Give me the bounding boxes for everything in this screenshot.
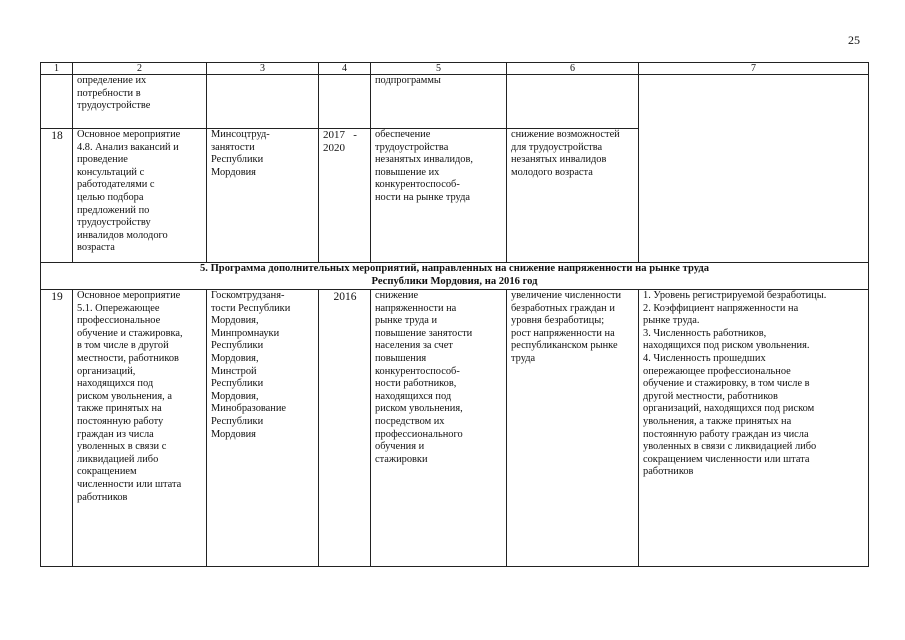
- section-heading: 5. Программа дополнительных мероприятий, направленных на снижение напряженности на рынке труда Республики Мордовия, на 2016 год: [41, 263, 869, 290]
- section-heading-row: [41, 263, 869, 290]
- indicators-cell: 1. Уровень регистрируемой безработицы. 2. Коэффициент напряженности на рынке труда. 3. Численность работников, находящихся под риском увольнения. 4. Численность прошедших опережающее профессиональное обучение и стажировку, в том числе в другой местности, работников организаций, находящихся под риском увольнения, а также принятых на постоянную работу граждан из числа уволенных в связи с ликвидацией либо сокращением численности или штата работников: [639, 290, 869, 567]
- result-cell: подпрограммы: [371, 75, 507, 129]
- consequence-cell: [507, 75, 639, 129]
- column-header: 6: [507, 63, 639, 75]
- table-row: [41, 75, 869, 129]
- event-cell: Основное мероприятие 4.8. Анализ вакансий и проведение консультаций с работодателями с целью подбора предложений по трудоустройству инвалидов молодого возраста: [73, 129, 207, 263]
- column-number-header-row: [41, 63, 869, 75]
- period-cell: [319, 75, 371, 129]
- executor-cell: Минсоцтруд- занятости Республики Мордовия: [207, 129, 319, 263]
- column-header: 7: [639, 63, 869, 75]
- column-header: 5: [371, 63, 507, 75]
- result-cell: обеспечение трудоустройства незанятых инвалидов, повышение их конкурентоспособ- ности на рынке труда: [371, 129, 507, 263]
- period-cell: 2016: [319, 290, 371, 567]
- executor-cell: [207, 75, 319, 129]
- column-header: 1: [41, 63, 73, 75]
- column-header: 4: [319, 63, 371, 75]
- page-number: 25: [848, 33, 860, 47]
- row-number: [41, 75, 73, 129]
- event-cell: определение их потребности в трудоустройстве: [73, 75, 207, 129]
- indicators-cell: [639, 75, 869, 263]
- result-cell: снижение напряженности на рынке труда и повышение занятости населения за счет повышения конкурентоспособ- ности работников, находящихся под риском увольнения, посредством их профессионального обучения и стажировки: [371, 290, 507, 567]
- table-row: [41, 290, 869, 567]
- program-table: [40, 62, 869, 567]
- period-cell: 2017 - 2020: [319, 129, 371, 263]
- event-cell: Основное мероприятие 5.1. Опережающее профессиональное обучение и стажировка, в том числе в другой местности, работников организаций, находящихся под риском увольнения, а также принятых на постоянную работу граждан из числа уволенных в связи с ликвидацией либо сокращением численности или штата работников: [73, 290, 207, 567]
- column-header: 3: [207, 63, 319, 75]
- row-number: 18: [41, 129, 73, 263]
- column-header: 2: [73, 63, 207, 75]
- consequence-cell: снижение возможностей для трудоустройства незанятых инвалидов молодого возраста: [507, 129, 639, 263]
- row-number: 19: [41, 290, 73, 567]
- consequence-cell: увеличение численности безработных граждан и уровня безработицы; рост напряженности на республиканском рынке труда: [507, 290, 639, 567]
- executor-cell: Госкомтрудзаня- тости Республики Мордовия, Минпромнауки Республики Мордовия, Минстрой Республики Мордовия, Минобразование Республики Мордовия: [207, 290, 319, 567]
